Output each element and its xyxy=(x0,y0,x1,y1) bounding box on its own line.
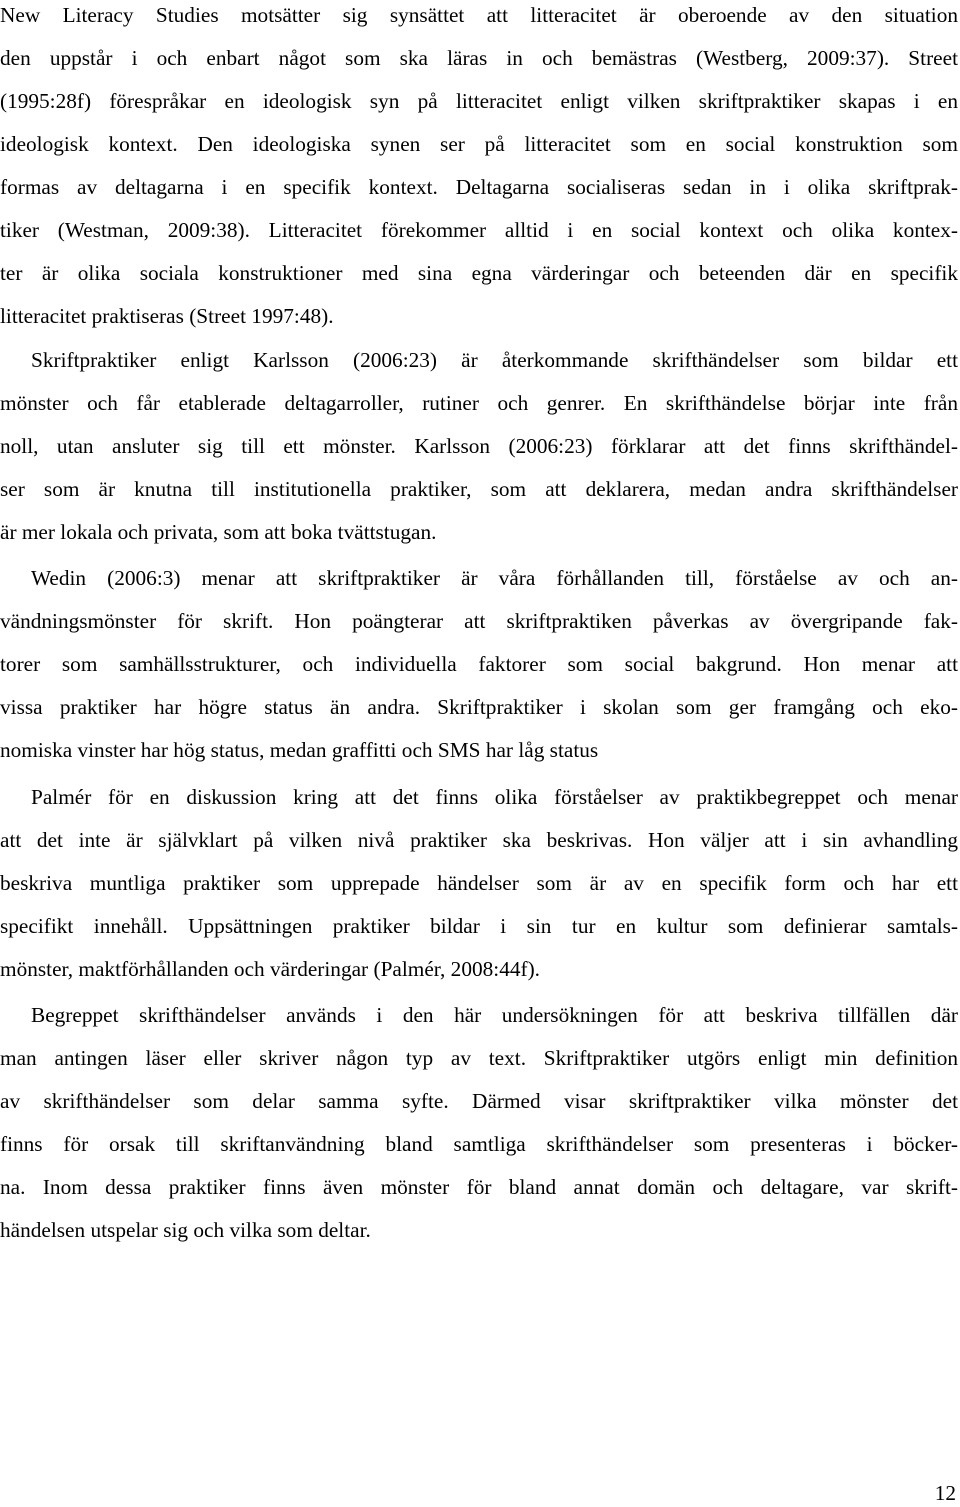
text-line: Palmér för en diskussion kring att det finns olika förståelser av praktikbegreppet och menar xyxy=(31,785,958,809)
text-line: att det inte är självklart på vilken nivå praktiker ska beskrivas. Hon väljer att i sin avhandling xyxy=(0,828,958,852)
text-line: vändningsmönster för skrift. Hon poängterar att skriftpraktiken påverkas av övergripande fak- xyxy=(0,609,958,633)
text-line: ter är olika sociala konstruktioner med sina egna värderingar och beteenden där en specifik xyxy=(0,261,958,285)
text-line: na. Inom dessa praktiker finns även mönster för bland annat domän och deltagare, var skrift- xyxy=(0,1175,958,1199)
text-line: tiker (Westman, 2009:38). Litteracitet förekommer alltid i en social kontext och olika kontex- xyxy=(0,218,958,242)
text-line: noll, utan ansluter sig till ett mönster. Karlsson (2006:23) förklarar att det finns skrifthändel- xyxy=(0,434,958,458)
text-line: mönster, maktförhållanden och värderingar (Palmér, 2008:44f). xyxy=(0,957,541,981)
text-line: är mer lokala och privata, som att boka tvättstugan. xyxy=(0,520,437,544)
text-line: (1995:28f) förespråkar en ideologisk syn på litteracitet enligt vilken skriftpraktiker skapas i en xyxy=(0,89,958,113)
text-line: vissa praktiker har högre status än andra. Skriftpraktiker i skolan som ger framgång och eko- xyxy=(0,695,958,719)
text-line: av skrifthändelser som delar samma syfte. Därmed visar skriftpraktiker vilka mönster det xyxy=(0,1089,958,1113)
text-line: nomiska vinster har hög status, medan graffitti och SMS har låg status xyxy=(0,738,599,762)
text-line: den uppstår i och enbart något som ska läras in och bemästras (Westberg, 2009:37). Street xyxy=(0,46,958,70)
text-line: finns för orsak till skriftanvändning bland samtliga skrifthändelser som presenteras i böcker- xyxy=(0,1132,958,1156)
text-line: mönster och får etablerade deltagarroller, rutiner och genrer. En skrifthändelse börjar inte från xyxy=(0,391,958,415)
text-line: händelsen utspelar sig och vilka som deltar. xyxy=(0,1218,371,1242)
text-line: Wedin (2006:3) menar att skriftpraktiker är våra förhållanden till, förståelse av och an- xyxy=(31,566,958,590)
page-number: 12 xyxy=(934,1481,956,1505)
text-line: litteracitet praktiseras (Street 1997:48). xyxy=(0,304,334,328)
text-line: torer som samhällsstrukturer, och individuella faktorer som social bakgrund. Hon menar att xyxy=(0,652,958,676)
text-line: specifikt innehåll. Uppsättningen praktiker bildar i sin tur en kultur som definierar samtals- xyxy=(0,914,958,938)
text-line: formas av deltagarna i en specifik kontext. Deltagarna socialiseras sedan in i olika skriftprak- xyxy=(0,175,958,199)
text-line: New Literacy Studies motsätter sig synsättet att litteracitet är oberoende av den situation xyxy=(0,3,958,27)
text-line: ser som är knutna till institutionella praktiker, som att deklarera, medan andra skrifthändelser xyxy=(0,477,958,501)
text-line: man antingen läser eller skriver någon typ av text. Skriftpraktiker utgörs enligt min definition xyxy=(0,1046,958,1070)
text-line: Begreppet skrifthändelser används i den här undersökningen för att beskriva tillfällen där xyxy=(31,1003,958,1027)
text-line: beskriva muntliga praktiker som upprepade händelser som är av en specifik form och har ett xyxy=(0,871,958,895)
text-line: Skriftpraktiker enligt Karlsson (2006:23) är återkommande skrifthändelser som bildar ett xyxy=(31,348,958,372)
text-line: ideologisk kontext. Den ideologiska synen ser på litteracitet som en social konstruktion som xyxy=(0,132,958,156)
